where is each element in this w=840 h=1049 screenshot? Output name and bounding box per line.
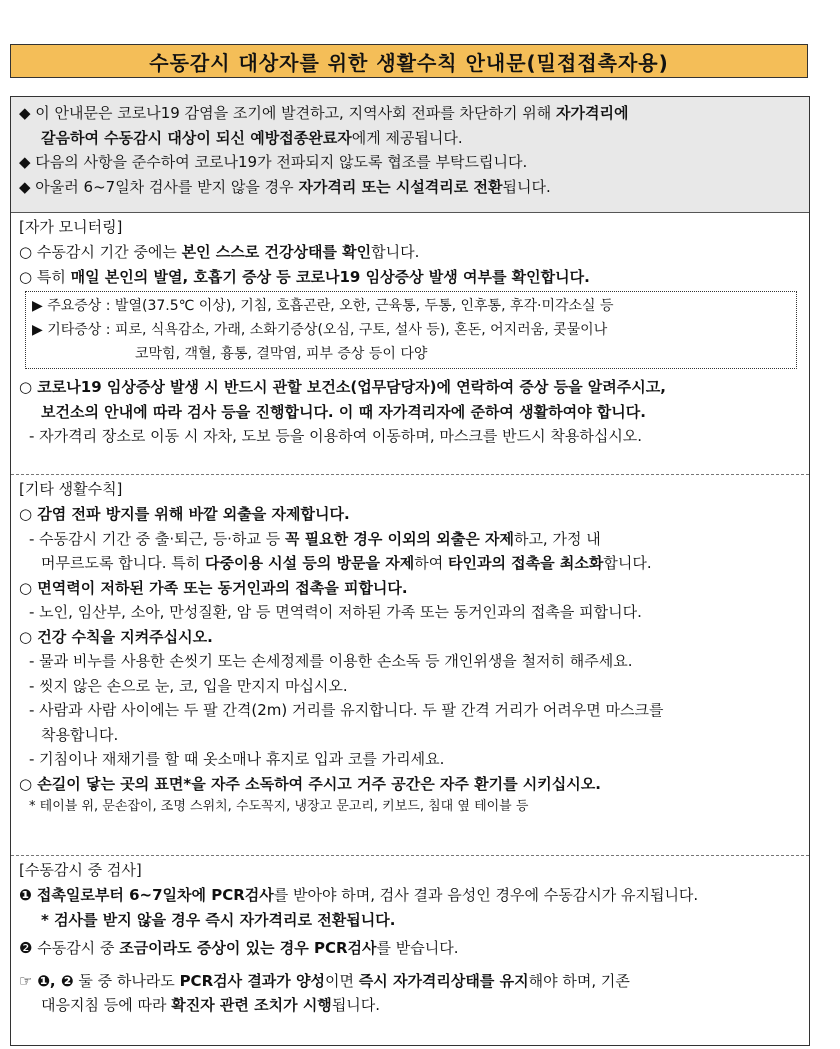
section-heading: [기타 생활수칙] [19, 480, 123, 498]
text: 둘 중 하나라도 [73, 971, 180, 990]
monitor-line-3: ○ 코로나19 임상증상 발생 시 반드시 관할 보건소(업무담당자)에 연락하여 증상 등을 알려주시고, [19, 378, 666, 396]
text: 됩니다. [331, 996, 381, 1014]
text-bold: 꼭 필요한 경우 이외의 외출은 자제 [284, 529, 514, 548]
text: 하여 [414, 554, 448, 572]
text-bold: 매일 본인의 발열, 호흡기 증상 등 코로나19 임상증상 발생 여부를 확인합니다. [70, 267, 590, 286]
text: ◆ 아울러 6~7일차 검사를 받지 않을 경우 [19, 177, 299, 196]
text-bold: 본인 스스로 건강상태를 확인 [181, 243, 372, 261]
text: 해야 하며, 기존 [528, 971, 630, 990]
monitor-line-2 [19, 265, 801, 290]
intro-line-1 [19, 101, 801, 126]
text: ❷ 수동감시 중 [19, 939, 120, 957]
rule-4: ○ 손길이 닿는 곳의 표면*을 자주 소독하여 주시고 거주 공간은 자주 환기를 시키십시오. [19, 774, 601, 793]
test-line-3 [19, 969, 801, 994]
other-symptoms-cont: 코막힘, 객혈, 흉통, 결막염, 피부 증상 등이 다양 [135, 346, 428, 362]
other-rules-section [11, 475, 809, 856]
text-bold: 자가격리 또는 시설격리로 전환 [298, 177, 503, 196]
text: 합니다. [371, 243, 420, 261]
intro-line-4 [19, 175, 801, 200]
test-line-1a: * 검사를 받지 않을 경우 즉시 자가격리로 전환됩니다. [41, 910, 396, 929]
rule-3e: - 기침이나 재채기를 할 때 옷소매나 휴지로 입과 코를 가리세요. [29, 750, 445, 768]
intro-line-2 [19, 126, 801, 151]
text-bold: 갈음하여 수동감시 대상이 되신 예방접종완료자 [41, 128, 352, 147]
text: 를 받아야 하며, 검사 결과 음성인 경우에 수동감시가 유지됩니다. [273, 886, 699, 904]
text: 하고, 가정 내 [513, 529, 601, 548]
main-symptoms: ▶ 주요증상 : 발열(37.5℃ 이상), 기침, 호흡곤란, 오한, 근육통, 두통, 인후통, 후각·미각소실 등 [32, 298, 614, 314]
rule-1a [19, 527, 801, 552]
text-bold: 조금이라도 증상이 있는 경우 PCR검사 [119, 939, 377, 957]
intro-line-3: ◆ 다음의 사항을 준수하여 코로나19가 전파되지 않도록 협조를 부탁드립니다. [19, 153, 528, 171]
text: 이면 [325, 971, 359, 990]
text: 됩니다. [502, 177, 551, 196]
rule-3: ○ 건강 수칙을 지켜주십시오. [19, 627, 213, 646]
rule-1b [19, 551, 801, 576]
text: ◆ 이 안내문은 코로나19 감염을 조기에 발견하고, 지역사회 전파를 차단하기 위해 [19, 104, 557, 122]
text: 합니다. [603, 554, 652, 572]
rule-3d: 착용합니다. [41, 725, 119, 744]
rule-3c: - 사람과 사람 사이에는 두 팔 간격(2m) 거리를 유지합니다. 두 팔 간격 거리가 어려우면 마스크를 [29, 701, 664, 719]
text: 에게 제공됩니다. [351, 128, 463, 147]
other-symptoms: ▶ 기타증상 : 피로, 식욕감소, 가래, 소화기증상(오심, 구토, 설사 등), 혼돈, 어지러움, 콧물이나 [32, 322, 608, 338]
rule-2: ○ 면역력이 저하된 가족 또는 동거인과의 접촉을 피합니다. [19, 578, 408, 597]
monitor-line-1 [19, 240, 801, 265]
rule-3b: - 씻지 않은 손으로 눈, 코, 입을 만지지 마십시오. [29, 676, 348, 695]
text-bold: 즉시 자가격리상태를 유지 [358, 971, 529, 990]
text-bold: 타인과의 접촉을 최소화 [448, 554, 604, 572]
text-bold: 확진자 관련 조치가 시행 [171, 996, 332, 1014]
text: ○ 특히 [19, 267, 71, 286]
notice-body [10, 96, 810, 1046]
text-bold: ❶, ❷ [37, 971, 74, 990]
section-heading: [수동감시 중 검사] [19, 861, 142, 879]
text: ○ 수동감시 기간 중에는 [19, 243, 182, 261]
text: 머무르도록 합니다. 특히 [41, 554, 205, 572]
rule-4a: * 테이블 위, 문손잡이, 조명 스위치, 수도꼭지, 냉장고 문고리, 키보드, 침대 옆 테이블 등 [29, 799, 529, 814]
test-line-1 [19, 883, 801, 908]
monitor-line-5: - 자가격리 장소로 이동 시 자차, 도보 등을 이용하여 이동하며, 마스크를 반드시 착용하십시오. [29, 427, 643, 445]
rule-2a: - 노인, 임산부, 소아, 만성질환, 암 등 면역력이 저하된 가족 또는 동거인과의 접촉을 피합니다. [29, 603, 642, 621]
page-title: 수동감시 대상자를 위한 생활수칙 안내문(밀접접촉자용) [10, 44, 808, 78]
test-line-2 [19, 936, 801, 961]
rule-1: ○ 감염 전파 방지를 위해 바깥 외출을 자제합니다. [19, 505, 350, 523]
text-bold: PCR검사 결과가 양성 [179, 971, 325, 990]
text: ☞ [19, 971, 38, 990]
section-heading: [자가 모니터링] [19, 218, 123, 236]
text: - 수동감시 기간 중 출·퇴근, 등·하교 등 [29, 529, 285, 548]
text: 대응지침 등에 따라 [41, 996, 172, 1014]
testing-section [11, 856, 809, 1045]
monitor-line-4: 보건소의 안내에 따라 검사 등을 진행합니다. 이 때 자가격리자에 준하여 생활하여야 합니다. [41, 402, 646, 421]
text-bold: 자가격리에 [556, 104, 629, 122]
text-bold: 다중이용 시설 등의 방문을 자제 [204, 554, 415, 572]
intro-section [11, 97, 809, 213]
rule-3a: - 물과 비누를 사용한 손씻기 또는 손세정제를 이용한 손소독 등 개인위생을 철저히 해주세요. [29, 652, 633, 670]
test-line-4 [19, 993, 801, 1018]
text-bold: ❶ 접촉일로부터 6~7일차에 PCR검사 [19, 886, 274, 904]
self-monitoring-section [11, 213, 809, 475]
text: 를 받습니다. [376, 939, 459, 957]
symptom-box [25, 291, 797, 369]
